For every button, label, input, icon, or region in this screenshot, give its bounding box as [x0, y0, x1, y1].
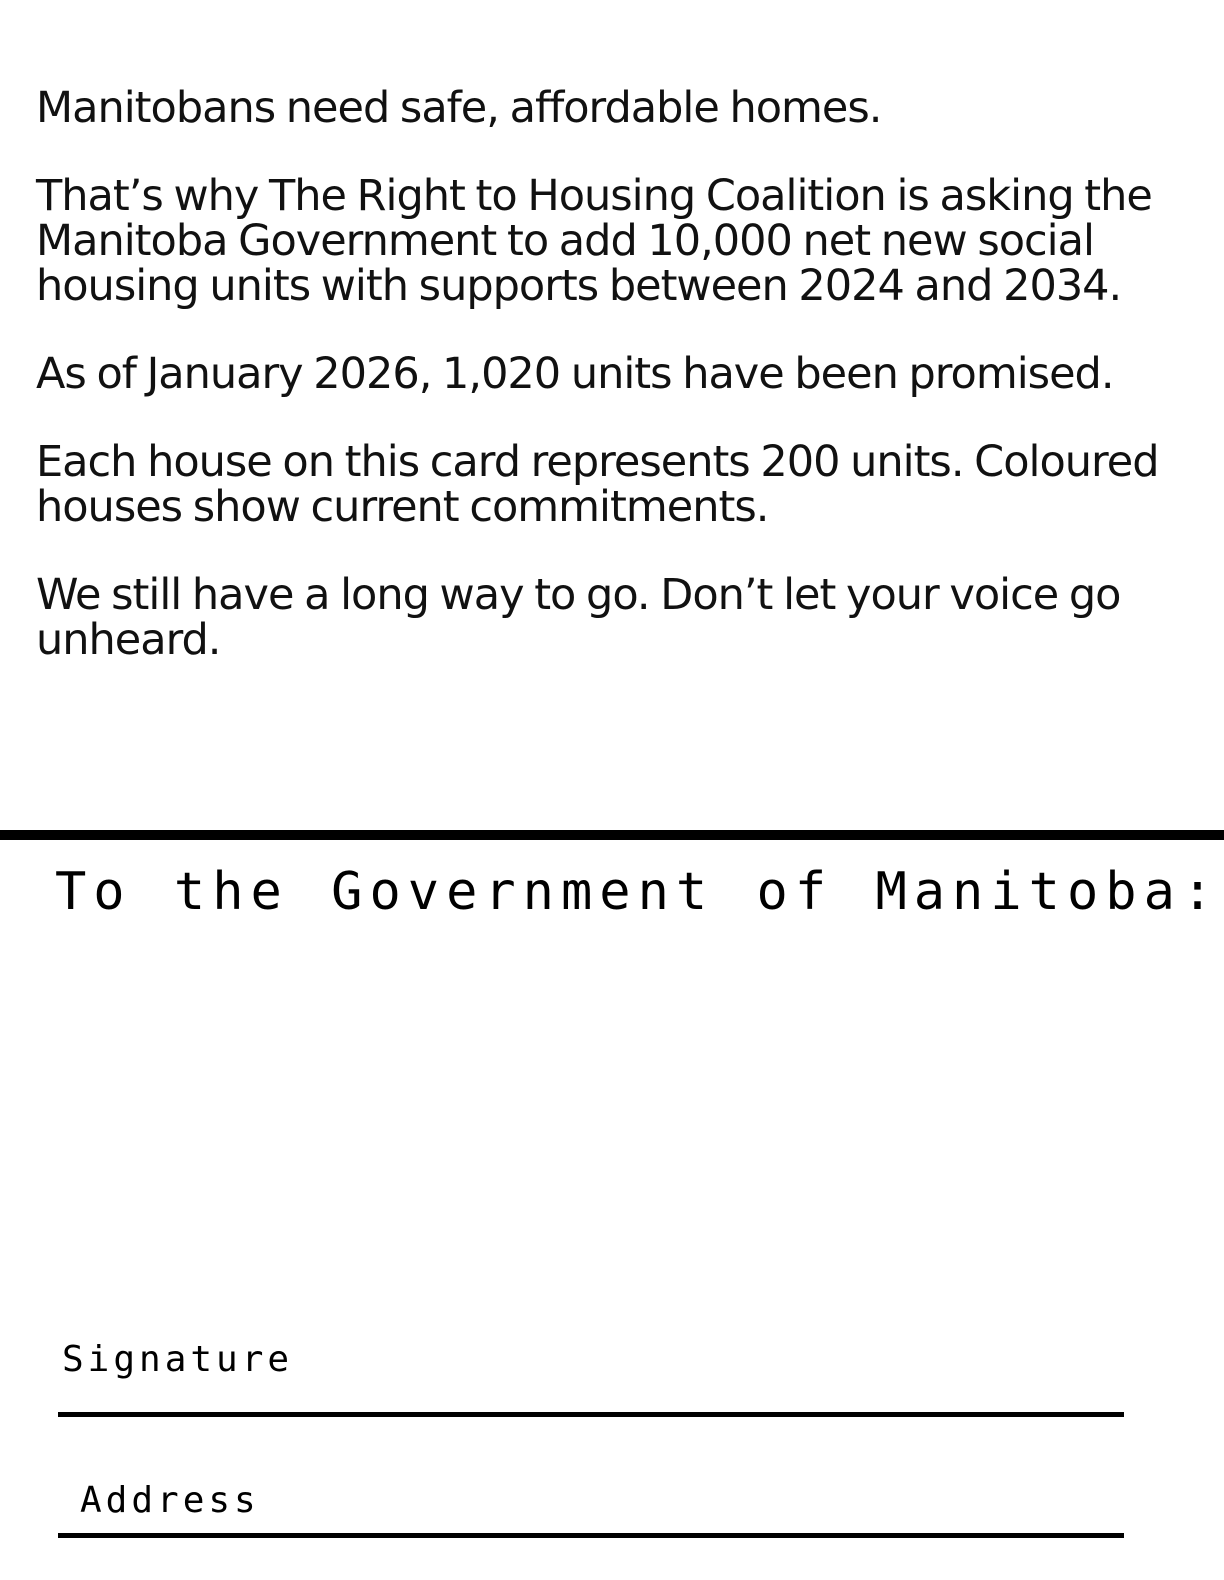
- section-divider: [0, 830, 1224, 840]
- intro-paragraph: Manitobans need safe, affordable homes.: [36, 83, 882, 133]
- signature-line[interactable]: [58, 1412, 1124, 1417]
- coalition-ask-paragraph: That’s why The Right to Housing Coalition is asking the Manitoba Government to add 10,000 net new social housing units with supports between 2024 and 2034.: [36, 171, 1152, 311]
- signature-label: Signature: [62, 1339, 294, 1380]
- units-promised-paragraph: As of January 2026, 1,020 units have been promised.: [36, 349, 1114, 399]
- info-text: [36, 83, 1196, 665]
- address-line[interactable]: [58, 1533, 1124, 1538]
- address-label: Address: [80, 1480, 260, 1521]
- letter-salutation: To the Government of Manitoba:: [55, 862, 1221, 922]
- house-legend-paragraph: Each house on this card represents 200 units. Coloured houses show current commitments.: [36, 437, 1159, 532]
- call-to-action-paragraph: We still have a long way to go. Don’t let your voice go unheard.: [36, 570, 1121, 665]
